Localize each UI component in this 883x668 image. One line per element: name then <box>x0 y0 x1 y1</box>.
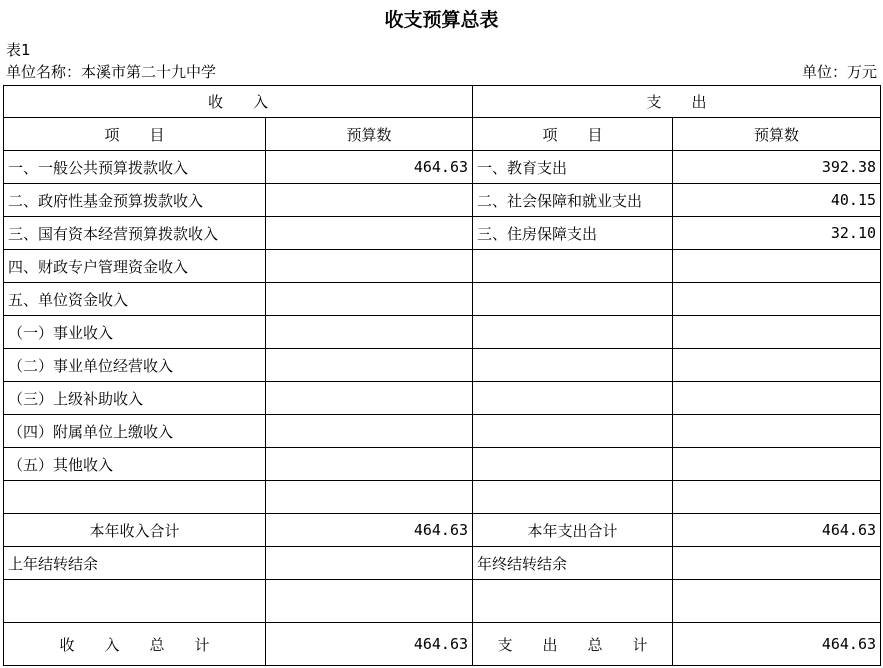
expense-item <box>473 316 673 349</box>
unit-name: 单位名称：本溪市第二十九中学 <box>6 63 217 81</box>
expense-item <box>473 382 673 415</box>
table-row <box>4 151 881 184</box>
income-item: （一）事业收入 <box>4 316 266 349</box>
table-row <box>4 250 881 283</box>
income-grand-total-value: 464.63 <box>266 623 473 666</box>
income-value <box>266 283 473 316</box>
income-item: 一、一般公共预算拨款收入 <box>4 151 266 184</box>
income-item: 五、单位资金收入 <box>4 283 266 316</box>
income-grand-total-label: 收 入 总 计 <box>4 623 266 666</box>
income-item: （二）事业单位经营收入 <box>4 349 266 382</box>
income-value <box>266 448 473 481</box>
income-value <box>266 184 473 217</box>
expense-header: 支 出 <box>473 86 881 118</box>
income-value <box>266 382 473 415</box>
table-row <box>4 349 881 382</box>
income-item: 四、财政专户管理资金收入 <box>4 250 266 283</box>
grand-total-row <box>4 623 881 666</box>
table-row <box>4 448 881 481</box>
income-value <box>266 349 473 382</box>
current-year-expense-label: 本年支出合计 <box>473 514 673 547</box>
table-row <box>4 217 881 250</box>
income-value: 464.63 <box>266 151 473 184</box>
budget-table <box>3 85 881 666</box>
prior-year-carryover-label: 上年结转结余 <box>4 547 266 580</box>
expense-item <box>473 448 673 481</box>
expense-value <box>673 250 881 283</box>
current-year-income-value: 464.63 <box>266 514 473 547</box>
income-value <box>266 250 473 283</box>
column-header-row <box>4 118 881 151</box>
table-row <box>4 283 881 316</box>
expense-value: 32.10 <box>673 217 881 250</box>
expense-item: 二、社会保障和就业支出 <box>473 184 673 217</box>
expense-grand-total-label: 支 出 总 计 <box>473 623 673 666</box>
income-item: 二、政府性基金预算拨款收入 <box>4 184 266 217</box>
blank-row <box>4 481 881 514</box>
expense-budget-header: 预算数 <box>673 118 881 151</box>
unit-label: 单位：万元 <box>801 63 877 81</box>
income-value <box>266 415 473 448</box>
table-row <box>4 415 881 448</box>
income-item: （三）上级补助收入 <box>4 382 266 415</box>
expense-value: 40.15 <box>673 184 881 217</box>
blank-row <box>4 580 881 623</box>
income-item-header: 项 目 <box>4 118 266 151</box>
income-header: 收 入 <box>4 86 473 118</box>
current-year-expense-value: 464.63 <box>673 514 881 547</box>
table-row <box>4 382 881 415</box>
income-value <box>266 316 473 349</box>
expense-item <box>473 349 673 382</box>
expense-value <box>673 283 881 316</box>
income-item: （五）其他收入 <box>4 448 266 481</box>
expense-item <box>473 283 673 316</box>
expense-value <box>673 316 881 349</box>
income-budget-header: 预算数 <box>266 118 473 151</box>
expense-item <box>473 415 673 448</box>
page-title: 收支预算总表 <box>384 9 499 31</box>
current-year-income-label: 本年收入合计 <box>4 514 266 547</box>
income-value <box>266 217 473 250</box>
carry-over-row <box>4 547 881 580</box>
expense-value: 392.38 <box>673 151 881 184</box>
expense-item: 一、教育支出 <box>473 151 673 184</box>
expense-item <box>473 250 673 283</box>
table-number: 表1 <box>6 41 31 59</box>
income-item: 三、国有资本经营预算拨款收入 <box>4 217 266 250</box>
expense-value <box>673 415 881 448</box>
current-year-total-row <box>4 514 881 547</box>
income-item: （四）附属单位上缴收入 <box>4 415 266 448</box>
section-header-row <box>4 86 881 118</box>
year-end-carryover-label: 年终结转结余 <box>473 547 673 580</box>
expense-item-header: 项 目 <box>473 118 673 151</box>
expense-value <box>673 448 881 481</box>
table-row <box>4 184 881 217</box>
expense-value <box>673 349 881 382</box>
table-row <box>4 316 881 349</box>
expense-grand-total-value: 464.63 <box>673 623 881 666</box>
expense-value <box>673 382 881 415</box>
expense-item: 三、住房保障支出 <box>473 217 673 250</box>
